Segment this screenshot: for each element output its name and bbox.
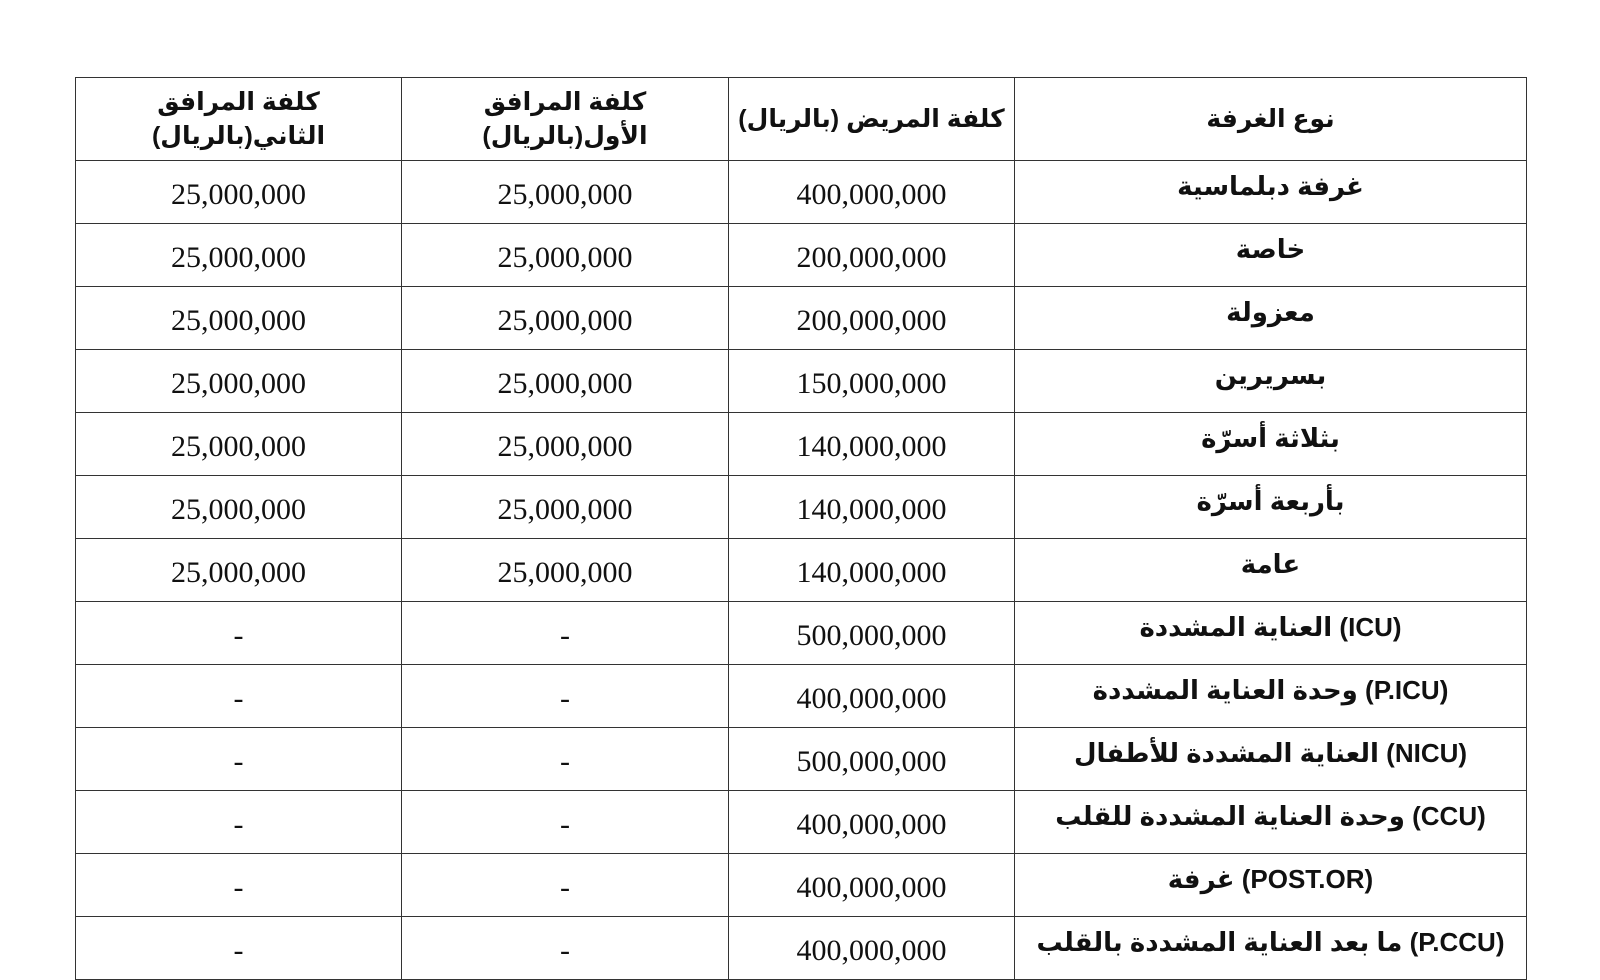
- table-row: [76, 161, 1527, 224]
- companion1-cost-cell: -: [402, 791, 729, 854]
- patient-cost-cell: 400,000,000: [729, 854, 1015, 917]
- patient-cost-cell: 500,000,000: [729, 602, 1015, 665]
- companion2-cost-cell: 25,000,000: [76, 350, 402, 413]
- table-header-row: [76, 78, 1527, 161]
- table-row: [76, 791, 1527, 854]
- patient-cost-cell: 140,000,000: [729, 413, 1015, 476]
- companion2-cost-cell: 25,000,000: [76, 161, 402, 224]
- room-cost-table-container: [75, 77, 1526, 980]
- patient-cost-cell: 400,000,000: [729, 665, 1015, 728]
- table-row: [76, 413, 1527, 476]
- table-row: [76, 854, 1527, 917]
- room-type-cell: غرفة دبلماسية: [1015, 161, 1527, 224]
- header-room-type: نوع الغرفة: [1015, 78, 1527, 161]
- companion2-cost-cell: -: [76, 917, 402, 980]
- companion1-cost-cell: 25,000,000: [402, 287, 729, 350]
- companion2-cost-cell: 25,000,000: [76, 476, 402, 539]
- companion1-cost-cell: 25,000,000: [402, 539, 729, 602]
- table-row: [76, 665, 1527, 728]
- patient-cost-cell: 400,000,000: [729, 917, 1015, 980]
- header-patient-cost: كلفة المريض (بالريال): [729, 78, 1015, 161]
- companion2-cost-cell: -: [76, 791, 402, 854]
- companion1-cost-cell: 25,000,000: [402, 413, 729, 476]
- companion1-cost-cell: 25,000,000: [402, 224, 729, 287]
- header-companion2-cost: كلفة المرافق الثاني(بالريال): [76, 78, 402, 161]
- patient-cost-cell: 140,000,000: [729, 539, 1015, 602]
- companion1-cost-cell: -: [402, 854, 729, 917]
- patient-cost-cell: 150,000,000: [729, 350, 1015, 413]
- header-companion1-cost: كلفة المرافق الأول(بالريال): [402, 78, 729, 161]
- patient-cost-cell: 400,000,000: [729, 161, 1015, 224]
- table-row: [76, 224, 1527, 287]
- table-row: [76, 350, 1527, 413]
- companion2-cost-cell: 25,000,000: [76, 224, 402, 287]
- companion2-cost-cell: -: [76, 854, 402, 917]
- room-type-cell: بأربعة أسرّة: [1015, 476, 1527, 539]
- patient-cost-cell: 400,000,000: [729, 791, 1015, 854]
- companion1-cost-cell: -: [402, 665, 729, 728]
- companion1-cost-cell: 25,000,000: [402, 476, 729, 539]
- table-row: [76, 917, 1527, 980]
- room-type-cell: معزولة: [1015, 287, 1527, 350]
- room-type-cell: (P.CCU) ما بعد العناية المشددة بالقلب: [1015, 917, 1527, 980]
- companion2-cost-cell: 25,000,000: [76, 287, 402, 350]
- companion2-cost-cell: 25,000,000: [76, 539, 402, 602]
- table-row: [76, 728, 1527, 791]
- table-row: [76, 602, 1527, 665]
- companion2-cost-cell: -: [76, 665, 402, 728]
- table-row: [76, 287, 1527, 350]
- room-type-cell: بثلاثة أسرّة: [1015, 413, 1527, 476]
- room-type-cell: بسريرين: [1015, 350, 1527, 413]
- companion2-cost-cell: -: [76, 602, 402, 665]
- patient-cost-cell: 140,000,000: [729, 476, 1015, 539]
- patient-cost-cell: 200,000,000: [729, 224, 1015, 287]
- companion1-cost-cell: -: [402, 917, 729, 980]
- table-row: [76, 476, 1527, 539]
- room-type-cell: (NICU) العناية المشددة للأطفال: [1015, 728, 1527, 791]
- room-type-cell: (ICU) العناية المشددة: [1015, 602, 1527, 665]
- companion1-cost-cell: 25,000,000: [402, 350, 729, 413]
- room-type-cell: (POST.OR) غرفة: [1015, 854, 1527, 917]
- companion1-cost-cell: -: [402, 728, 729, 791]
- patient-cost-cell: 500,000,000: [729, 728, 1015, 791]
- companion1-cost-cell: 25,000,000: [402, 161, 729, 224]
- companion1-cost-cell: -: [402, 602, 729, 665]
- table-row: [76, 539, 1527, 602]
- room-cost-table: [75, 77, 1527, 980]
- companion2-cost-cell: 25,000,000: [76, 413, 402, 476]
- room-type-cell: عامة: [1015, 539, 1527, 602]
- room-type-cell: خاصة: [1015, 224, 1527, 287]
- room-type-cell: (P.ICU) وحدة العناية المشددة: [1015, 665, 1527, 728]
- patient-cost-cell: 200,000,000: [729, 287, 1015, 350]
- companion2-cost-cell: -: [76, 728, 402, 791]
- room-type-cell: (CCU) وحدة العناية المشددة للقلب: [1015, 791, 1527, 854]
